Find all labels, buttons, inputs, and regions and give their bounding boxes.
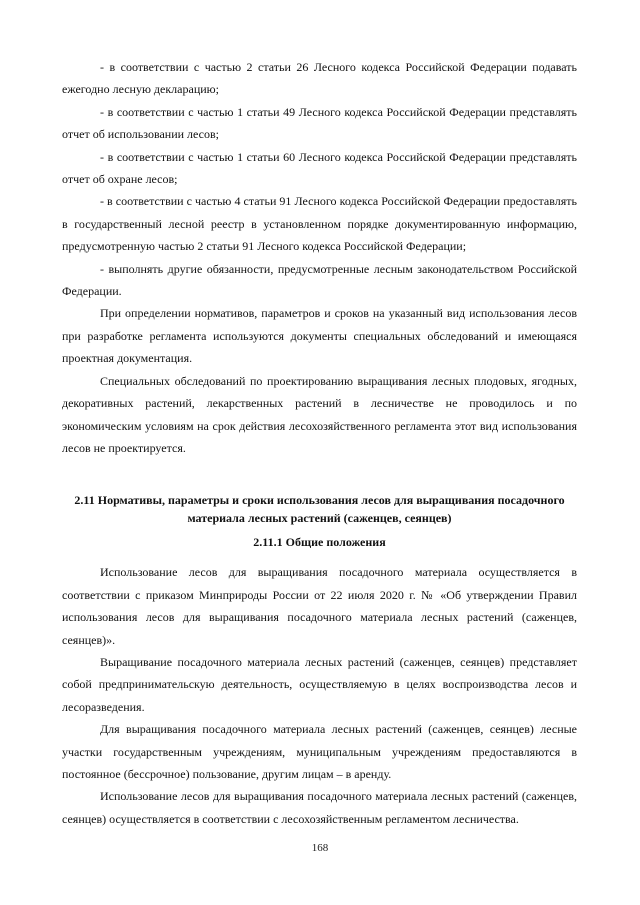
body-paragraph: При определении нормативов, параметров и сроков на указанный вид использования лесов при разработке регламента используются документы специальных обследований и имеющаяся проектная документация. (62, 306, 577, 366)
body-paragraph: Для выращивания посадочного материала лесных растений (саженцев, сеянцев) лесные участки государственным учреждениям, муниципальным учреждениям предоставляются в постоянное (бессрочное) пользование, другим лицам – в аренду. (62, 722, 577, 781)
page-number: 168 (311, 842, 329, 854)
obligation-paragraph-3: - в соответствии с частью 1 статьи 60 Лесного кодекса Российской Федерации представлять отчет об охране лесов; (62, 149, 577, 187)
section-heading: 2.11 Нормативы, параметры и сроки использования лесов для выращивания посадочного материала лесных растений (саженцев, сеянцев) (74, 493, 565, 526)
body-paragraph: Специальных обследований по проектированию выращивания лесных плодовых, ягодных, декоративных растений, лекарственных растений в лесничестве не проводилось и по экономическим условиям на срок действия лесохозяйственного регламента этот вид использования лесов не проектируется. (62, 373, 577, 455)
obligation-paragraph-5: - выполнять другие обязанности, предусмотренные лесным законодательством Российской Федерации. (62, 261, 577, 299)
obligation-paragraph-2: - в соответствии с частью 1 статьи 49 Лесного кодекса Российской Федерации представлять отчет об использовании лесов; (62, 104, 577, 142)
obligation-paragraph-1: - в соответствии с частью 2 статьи 26 Лесного кодекса Российской Федерации подавать ежегодно лесную декларацию; (62, 60, 577, 97)
body-paragraph: Использование лесов для выращивания посадочного материала осуществляется в соответствии с приказом Минприроды России от 22 июля 2020 г. № «Об утверждении Правил использования лесов для выращивания посадочного материала лесных растений (саженцев, сеянцев)». (62, 565, 577, 647)
document-page (62, 56, 577, 830)
body-paragraph: Использование лесов для выращивания посадочного материала лесных растений (саженцев, сеянцев) осуществляется в соответствии с лесохозяйственным регламентом лесничества. (62, 789, 577, 826)
section-subheading: 2.11.1 Общие положения (253, 535, 386, 550)
obligation-paragraph-4: - в соответствии с частью 4 статьи 91 Лесного кодекса Российской Федерации предоставлять в государственный лесной реестр в установленном порядке документированную информацию, предусмотренную частью 2 статьи 91 Лесного кодекса Российской Федерации; (62, 194, 577, 254)
body-paragraph: Выращивание посадочного материала лесных растений (саженцев, сеянцев) представляет собой предпринимательскую деятельность, осуществляемую в целях воспроизводства лесов и лесоразведения. (62, 654, 577, 714)
section-spacer (62, 459, 577, 479)
